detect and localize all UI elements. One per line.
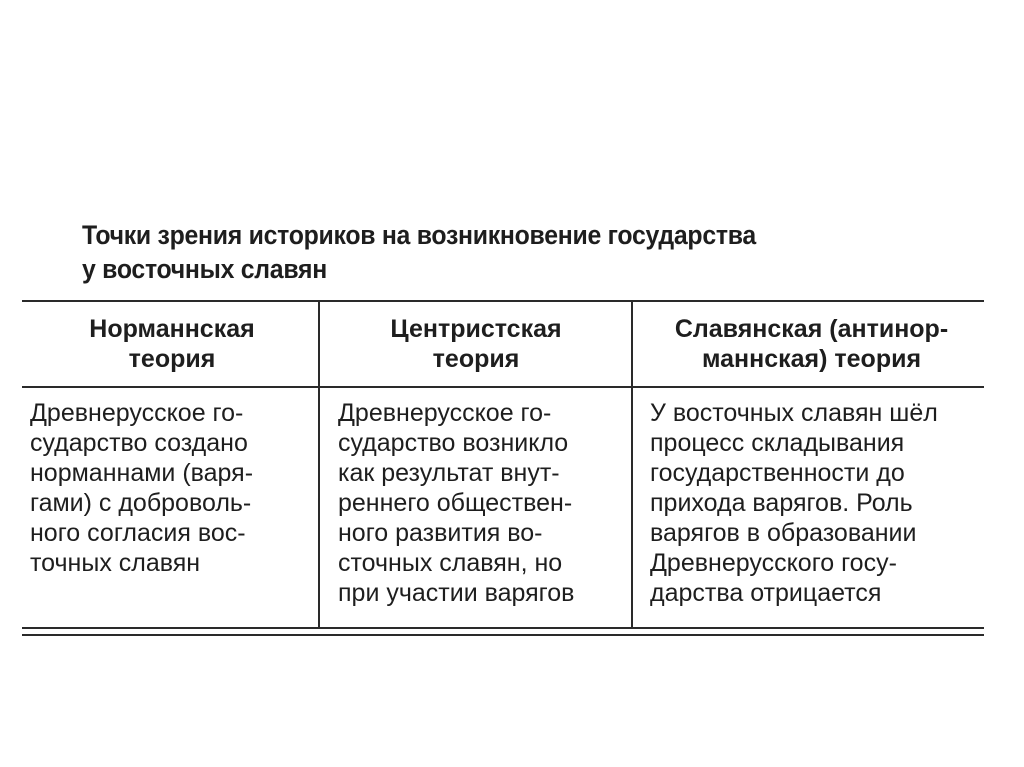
cell-line: реннего обществен- (338, 489, 573, 517)
header-line: Центристская (390, 315, 562, 343)
cell-line: Древнерусское го- (338, 399, 552, 427)
cell-line: дарства отрицается (650, 579, 882, 607)
cell-line: сточных славян, но (338, 549, 563, 577)
table-title-line-1: Точки зрения историков на возникновение государства (82, 220, 756, 250)
header-norman-theory (30, 314, 314, 374)
table-top-rule (22, 300, 984, 302)
header-line: Славянская (антинор- (674, 315, 949, 343)
cell-centrist-theory (338, 398, 628, 608)
cell-line: при участии варягов (338, 579, 575, 607)
cell-line: ного развития во- (338, 519, 543, 547)
cell-line: как результат внут- (338, 459, 560, 487)
cell-line: Древнерусское го- (30, 399, 244, 427)
cell-line: гами) с доброволь- (30, 489, 252, 517)
cell-line: сударство возникло (338, 429, 569, 457)
table-header-rule (22, 386, 984, 388)
header-line: маннская) теория (701, 345, 922, 373)
column-divider-1 (318, 302, 320, 628)
cell-line: норманнами (варя- (30, 459, 254, 487)
cell-slavic-theory (650, 398, 980, 608)
cell-line: Древнерусского госу- (650, 549, 897, 577)
header-line: теория (128, 345, 216, 373)
cell-norman-theory (30, 398, 314, 578)
header-line: теория (432, 345, 520, 373)
cell-line: точных славян (30, 549, 201, 577)
cell-line: прихода варягов. Роль (650, 489, 913, 517)
header-slavic-theory (639, 314, 984, 374)
cell-line: процесс складывания (650, 429, 905, 457)
cell-line: сударство создано (30, 429, 248, 457)
table-bottom-rule (22, 627, 984, 629)
header-line: Норманнская (89, 315, 255, 343)
column-divider-2 (631, 302, 633, 628)
cell-line: варягов в образовании (650, 519, 917, 547)
table-title (82, 218, 892, 286)
table-title-line-2: у восточных славян (82, 254, 327, 284)
cell-line: государственности до (650, 459, 905, 487)
cell-line: ного согласия вос- (30, 519, 246, 547)
header-centrist-theory (326, 314, 626, 374)
table-bottom-rule-double (22, 634, 984, 636)
cell-line: У восточных славян шёл (650, 399, 938, 427)
